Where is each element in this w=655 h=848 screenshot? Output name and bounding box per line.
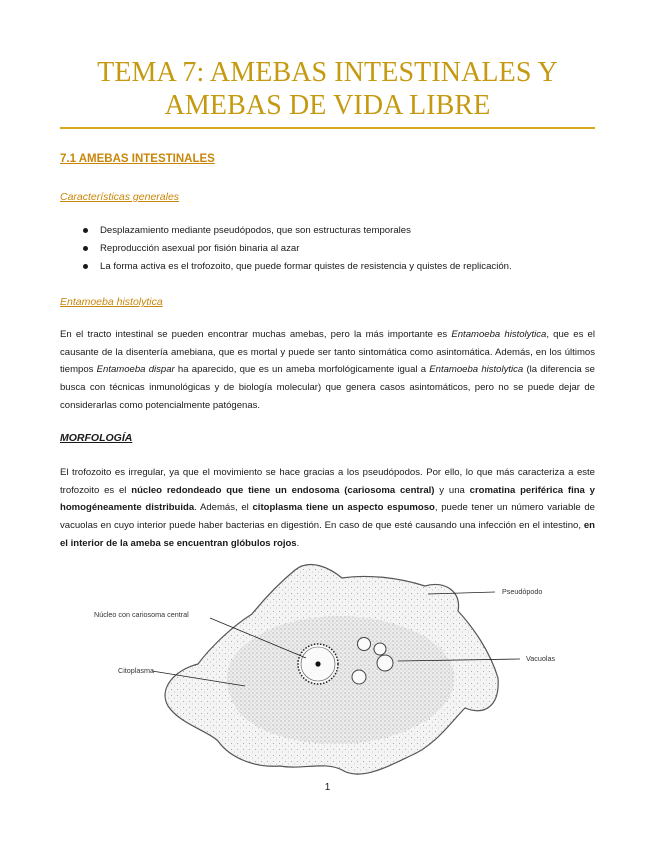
amoeba-diagram bbox=[80, 556, 600, 786]
vacuole bbox=[374, 643, 386, 655]
page-number: 1 bbox=[324, 782, 331, 793]
label-nucleus: Núcleo con cariosoma central bbox=[94, 610, 189, 619]
paragraph-morphology: El trofozoito es irregular, ya que el movimiento se hace gracias a los pseudópodos. Por ello, lo que más caracteriza a este trofozoito es el núcleo redondeado que tiene un endosoma (cariosoma central) y una cromatina periférica fina y homogéneamente distribuida. Además, el citoplasma tiene un aspecto espumoso, puede tener un número variable de vacuolas en cuyo interior puede haber bacterias en digestión. En caso de que esté causando una infección en el intestino, en el interior de la ameba se encuentran glóbulos rojos. bbox=[60, 467, 595, 549]
karyosome bbox=[315, 661, 320, 666]
list-item: Reproducción asexual por fisión binaria al azar bbox=[80, 242, 600, 260]
section-heading: 7.1 AMEBAS INTESTINALES bbox=[60, 153, 215, 165]
title-line-2: AMEBAS DE VIDA LIBRE bbox=[164, 90, 491, 121]
list-item: La forma activa es el trofozoito, que puede formar quistes de resistencia y quistes de replicación. bbox=[80, 260, 600, 278]
title-divider bbox=[60, 127, 595, 129]
vacuole bbox=[352, 670, 366, 684]
label-cytoplasm: Citoplasma bbox=[118, 666, 154, 675]
subheading-general: Características generales bbox=[60, 191, 180, 203]
morphology-heading: MORFOLOGÍA bbox=[60, 432, 133, 444]
label-pseudopod: Pseudópodo bbox=[502, 587, 543, 596]
vacuole bbox=[358, 638, 371, 651]
title-line-1: TEMA 7: AMEBAS INTESTINALES Y bbox=[97, 57, 558, 88]
subheading-species: Entamoeba histolytica bbox=[60, 296, 163, 308]
label-vacuoles: Vacuolas bbox=[526, 654, 556, 663]
characteristics-list bbox=[80, 224, 600, 278]
page-title bbox=[60, 56, 595, 122]
paragraph-intro: En el tracto intestinal se pueden encontrar muchas amebas, pero la más importante es Entamoeba histolytica, que es el causante de la disentería amebiana, que es mortal y puede ser tanto sintomática como asintomática. Además, en los últimos tiempos Entamoeba dispar ha aparecido, que es un ameba morfológicamente igual a Entamoeba histolytica (la diferencia se busca con técnicas inmunológicas y de biología molecular) que genera casos asintomáticos, pero no se puede dejar de considerarlas como potencialmente patógenas. bbox=[60, 329, 595, 411]
vacuole bbox=[377, 655, 393, 671]
list-item: Desplazamiento mediante pseudópodos, que son estructuras temporales bbox=[80, 224, 600, 242]
